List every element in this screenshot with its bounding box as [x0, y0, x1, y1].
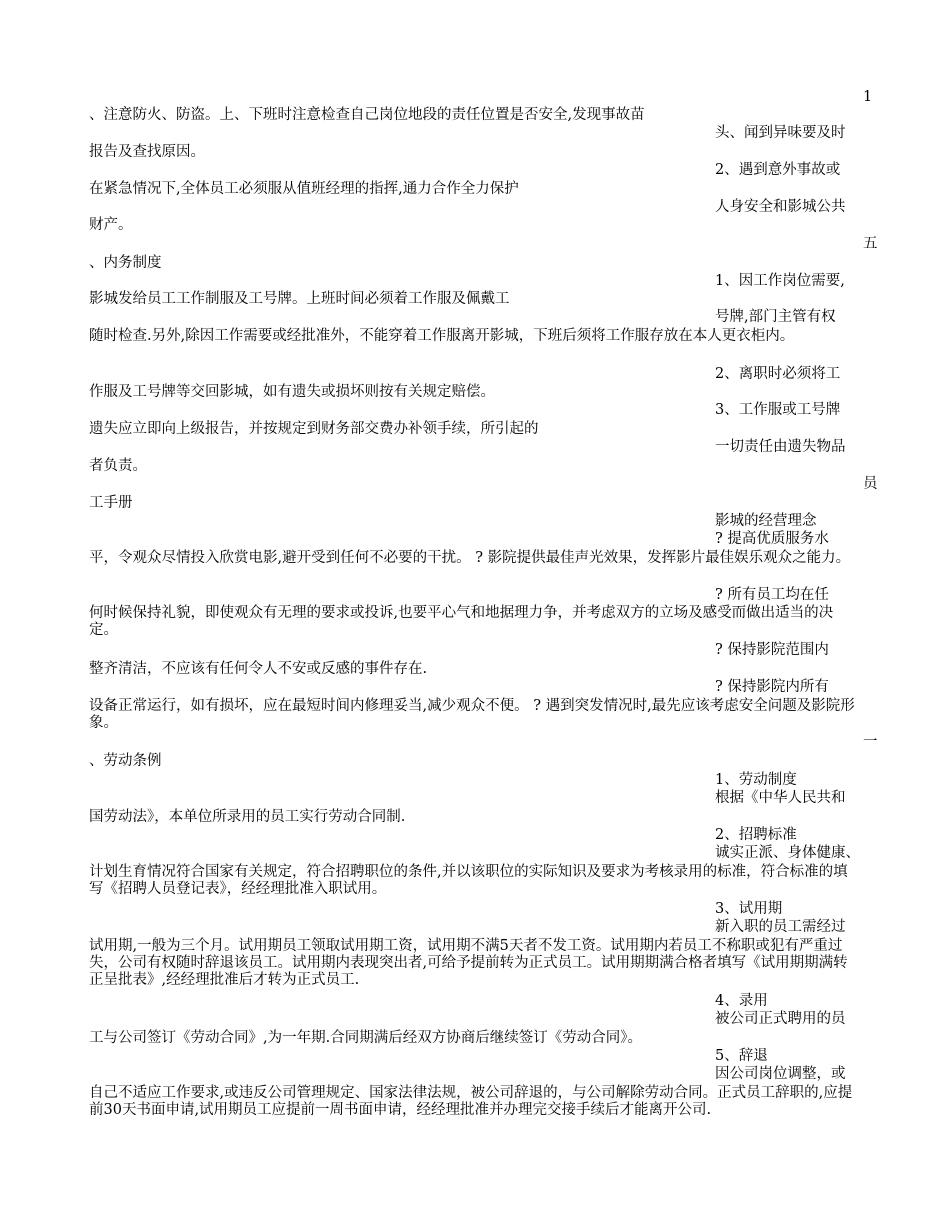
section-heading: 工手册	[89, 495, 133, 511]
column-line: 根据《中华人民共和	[715, 790, 846, 806]
column-line: ? 保持影院范围内	[715, 642, 829, 658]
column-line: ? 保持影院内所有	[715, 679, 829, 695]
column-line: 诚实正派、身体健康、	[715, 845, 860, 861]
body-paragraph: 试用期,一般为三个月。试用期员工领取试用期工资，试用期不满5天者不发工资。试用期内若员工不称职或犯有严重过失，公司有权随时辞退该员工。试用期内表现突出者,可给予提前转为正式员工。试用期期满合格者填写《试用期期满转正呈批表》,经经理批准后才转为正式员工.	[89, 938, 848, 988]
column-line: 2、离职时必须将工	[715, 366, 841, 382]
body-paragraph: 自己不适应工作要求,或违反公司管理规定、国家法律法规，被公司辞退的，与公司解除劳动合同。正式员工辞职的,应提前30天书面申请,试用期员工应提前一周书面申请，经经理批准并办理完交接手续后才能离开公司.	[89, 1085, 853, 1118]
body-paragraph: 设备正常运行，如有损坏，应在最短时间内修理妥当,减少观众不便。 ? 遇到突发情况时,最先应该考虑安全问题及影院形象。	[89, 698, 855, 731]
page-number: 1	[863, 89, 873, 105]
column-line: 4、录用	[715, 993, 768, 1009]
margin-marker-yuan: 员	[863, 476, 878, 492]
column-line: 号牌,部门主管有权	[715, 309, 836, 325]
column-line: 1、因工作岗位需要,	[715, 273, 845, 289]
column-line: 一切责任由遗失物品	[715, 439, 846, 455]
body-line: 影城发给员工工作制服及工号牌。上班时间必须着工作服及佩戴工	[89, 291, 510, 307]
body-line: 、注意防火、防盗。上、下班时注意检查自己岗位地段的责任位置是否安全,发现事故苗	[89, 107, 645, 123]
column-line: 1、劳动制度	[715, 772, 797, 788]
column-line: 人身安全和影城公共	[715, 199, 846, 215]
column-line: 被公司正式聘用的员	[715, 1011, 846, 1027]
body-line: 整齐清洁，不应该有任何令人不安或反感的事件存在.	[89, 661, 428, 677]
body-paragraph: 随时检查.另外,除因工作需要或经批准外，不能穿着工作服离开影城，下班后须将工作服存放在本人更衣柜内。	[89, 328, 795, 344]
margin-marker-yi: 一	[863, 734, 878, 750]
body-line: 作服及工号牌等交回影城，如有遗失或损坏则按有关规定赔偿。	[89, 384, 495, 400]
section-heading: 、劳动条例	[89, 753, 162, 769]
body-line: 财产。	[89, 217, 133, 233]
body-paragraph: 平，令观众尽情投入欣赏电影,避开受到任何不必要的干扰。 ? 影院提供最佳声光效果，发挥影片最佳娱乐观众之能力。	[89, 550, 851, 566]
body-line: 报告及查找原因。	[89, 144, 205, 160]
body-line: 遗失应立即向上级报告，并按规定到财务部交费办补领手续，所引起的	[89, 421, 539, 437]
body-line: 者负责。	[89, 458, 147, 474]
body-paragraph: 何时候保持礼貌，即使观众有无理的要求或投诉,也要平心气和地据理力争，并考虑双方的立场及感受而做出适当的决定。	[89, 605, 834, 638]
column-line: 3、试用期	[715, 901, 783, 917]
body-line: 国劳动法》，本单位所录用的员工实行劳动合同制.	[89, 809, 406, 825]
column-line: 影城的经营理念	[715, 513, 817, 529]
column-line: 2、遇到意外事故或	[715, 162, 841, 178]
body-paragraph: 计划生育情况符合国家有关规定，符合招聘职位的条件,并以该职位的实际知识及要求为考核录用的标准，符合标准的填写《招聘人员登记表》，经经理批准入职试用。	[89, 864, 848, 897]
column-line: 3、工作服或工号牌	[715, 402, 841, 418]
column-line: ? 所有员工均在任	[715, 587, 829, 603]
column-line: 2、招聘标准	[715, 827, 797, 843]
body-line: 工与公司签订《劳动合同》,为一年期.合同期满后经双方协商后继续签订《劳动合同》。	[89, 1030, 642, 1046]
column-line: 5、辞退	[715, 1048, 768, 1064]
column-line: 因公司岗位调整，或	[715, 1066, 846, 1082]
body-line: 在紧急情况下,全体员工必须服从值班经理的指挥,通力合作全力保护	[89, 181, 519, 197]
column-line: 新入职的员工需经过	[715, 919, 846, 935]
column-line: ? 提高优质服务水	[715, 531, 829, 547]
column-line: 头、闻到异味要及时	[715, 125, 846, 141]
margin-marker-wu: 五	[863, 236, 878, 252]
section-heading: 、内务制度	[89, 255, 162, 271]
